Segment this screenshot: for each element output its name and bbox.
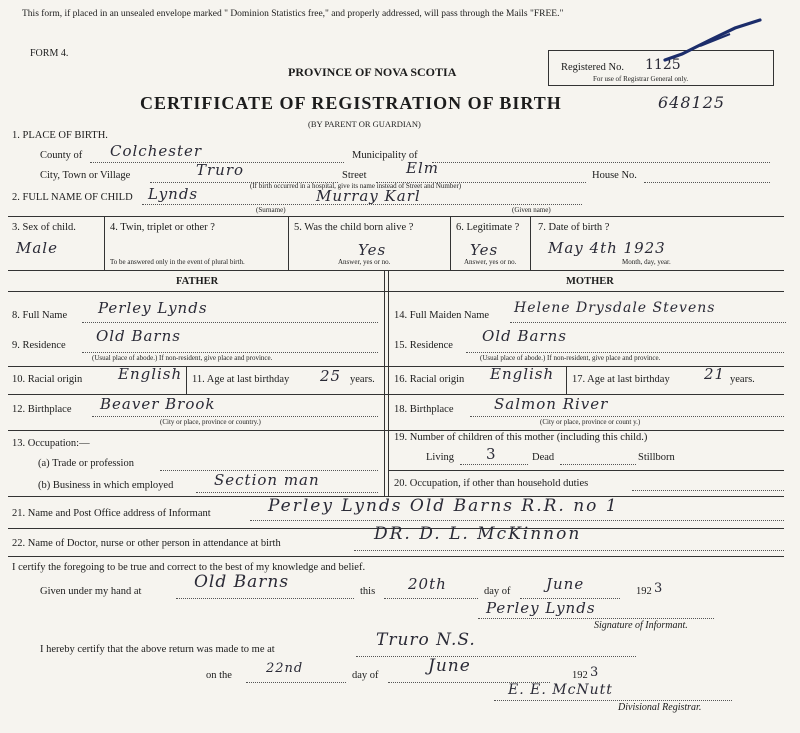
- father-age: 25: [320, 367, 342, 385]
- father-name-label: 8. Full Name: [12, 310, 68, 321]
- father-racial: English: [118, 365, 183, 383]
- certificate-title: CERTIFICATE OF REGISTRATION OF BIRTH: [140, 93, 562, 113]
- dob-label: 7. Date of birth ?: [538, 222, 610, 233]
- dead-label: Dead: [532, 452, 555, 463]
- day-of-label: day of: [484, 586, 511, 597]
- father-residence-note: (Usual place of abode.) If non-resident, give place and province.: [92, 354, 273, 362]
- registrar-day: 22nd: [266, 661, 304, 676]
- mother-residence: Old Barns: [482, 327, 567, 345]
- mother-name: Helene Drysdale Stevens: [514, 300, 716, 316]
- father-birthplace: Beaver Brook: [100, 395, 216, 413]
- dob-value: May 4th 1923: [548, 239, 666, 257]
- father-business: Section man: [214, 471, 320, 489]
- child-given-name: Murray Karl: [316, 187, 421, 205]
- mother-residence-note: (Usual place of abode.) If non-resident, give place and province.: [480, 354, 661, 362]
- year-prefix: 192: [636, 586, 652, 597]
- ink-checkmark: [660, 16, 770, 76]
- city-value: Truro: [196, 161, 245, 179]
- father-heading: FATHER: [176, 276, 219, 287]
- house-label: House No.: [592, 170, 637, 181]
- informant-signature: Perley Lynds: [486, 599, 596, 617]
- father-years: years.: [350, 374, 375, 385]
- street-label: Street: [342, 170, 367, 181]
- certificate-subtitle: (BY PARENT OR GUARDIAN): [308, 119, 421, 129]
- street-value: Elm: [406, 159, 439, 177]
- reg-year-prefix: 192: [572, 670, 588, 681]
- registered-note: For use of Registrar General only.: [593, 75, 689, 83]
- father-residence-label: 9. Residence: [12, 340, 66, 351]
- signature-label: Signature of Informant.: [594, 620, 688, 631]
- registrar-signature: E. E. McNutt: [508, 682, 613, 698]
- children-label: 19. Number of children of this mother (including this child.): [394, 432, 648, 443]
- given-name-label: (Given name): [512, 206, 551, 214]
- alive-note: Answer, yes or no.: [338, 258, 391, 266]
- doctor-label: 22. Name of Doctor, nurse or other person in attendance at birth: [12, 538, 281, 549]
- hospital-note: (If birth occurred in a hospital, give its name instead of Street and Number): [250, 182, 462, 190]
- mother-age-label: 17. Age at last birthday: [572, 374, 670, 385]
- doctor-value: DR. D. L. McKinnon: [374, 524, 582, 544]
- father-name: Perley Lynds: [98, 299, 208, 317]
- postal-notice: This form, if placed in an unsealed envelope marked " Dominion Statistics free," and properly addressed, will pass through the Mails "FREE.": [22, 9, 564, 19]
- reg-day-of-label: day of: [352, 670, 379, 681]
- mother-years: years.: [730, 374, 755, 385]
- occupation-label: 13. Occupation:—: [12, 438, 90, 449]
- informant-value: Perley Lynds Old Barns R.R. no 1: [268, 496, 619, 516]
- province-title: PROVINCE OF NOVA SCOTIA: [288, 65, 457, 79]
- year-suffix: 3: [654, 581, 664, 596]
- registered-number: 1125: [645, 57, 681, 73]
- mother-occupation-label: 20. Occupation, if other than household duties: [394, 478, 589, 489]
- living-value: 3: [486, 445, 497, 463]
- dob-note: Month, day, year.: [622, 258, 671, 266]
- handwritten-number: 648125: [658, 93, 726, 112]
- twin-label: 4. Twin, triplet or other ?: [110, 222, 215, 233]
- mother-name-label: 14. Full Maiden Name: [394, 310, 490, 321]
- legit-label: 6. Legitimate ?: [456, 222, 520, 233]
- alive-label: 5. Was the child born alive ?: [294, 222, 414, 233]
- legit-note: Answer, yes or no.: [464, 258, 517, 266]
- living-label: Living: [426, 452, 454, 463]
- mother-racial-label: 16. Racial origin: [394, 374, 465, 385]
- registrar-statement: I hereby certify that the above return was made to me at: [40, 644, 275, 655]
- mother-racial: English: [490, 365, 555, 383]
- on-label: on the: [206, 670, 232, 681]
- given-day: 20th: [408, 575, 447, 593]
- sex-value: Male: [16, 239, 58, 257]
- legit-value: Yes: [470, 241, 499, 259]
- child-name-label: 2. FULL NAME OF CHILD: [12, 192, 133, 203]
- certify-statement: I certify the foregoing to be true and correct to the best of my knowledge and belief.: [12, 562, 366, 573]
- mother-birthplace-label: 18. Birthplace: [394, 404, 454, 415]
- mother-heading: MOTHER: [566, 276, 614, 287]
- twin-note: To be answered only in the event of plural birth.: [110, 258, 245, 266]
- father-birthplace-note: (City or place, province or country.): [160, 418, 261, 426]
- county-label: County of: [40, 150, 83, 161]
- alive-value: Yes: [358, 241, 387, 259]
- form-number: FORM 4.: [30, 48, 69, 59]
- mother-birthplace: Salmon River: [494, 395, 609, 413]
- father-racial-label: 10. Racial origin: [12, 374, 83, 385]
- mother-age: 21: [704, 365, 726, 383]
- trade-label: (a) Trade or profession: [38, 458, 134, 469]
- sex-label: 3. Sex of child.: [12, 222, 76, 233]
- registrar-month: June: [428, 656, 471, 676]
- mother-residence-label: 15. Residence: [394, 340, 453, 351]
- given-month: June: [546, 575, 585, 593]
- informant-label: 21. Name and Post Office address of Informant: [12, 508, 211, 519]
- father-age-label: 11. Age at last birthday: [192, 374, 290, 385]
- registered-label: Registered No.: [561, 62, 624, 73]
- father-residence: Old Barns: [96, 327, 181, 345]
- this-label: this: [360, 586, 376, 597]
- reg-year-suffix: 3: [590, 665, 600, 680]
- mother-birthplace-note: (City or place, province or count y.): [540, 418, 641, 426]
- surname-label: (Surname): [256, 206, 286, 214]
- municipality-label: Municipality of: [352, 150, 418, 161]
- stillborn-label: Stillborn: [638, 452, 675, 463]
- father-birthplace-label: 12. Birthplace: [12, 404, 72, 415]
- registrar-place: Truro N.S.: [376, 630, 476, 650]
- business-label: (b) Business in which employed: [38, 480, 174, 491]
- place-label: 1. PLACE OF BIRTH.: [12, 130, 108, 141]
- county-value: Colchester: [110, 142, 203, 160]
- given-place: Old Barns: [194, 572, 290, 592]
- child-surname: Lynds: [148, 185, 199, 203]
- registrar-label: Divisional Registrar.: [618, 702, 702, 713]
- city-label: City, Town or Village: [40, 170, 131, 181]
- given-label: Given under my hand at: [40, 586, 142, 597]
